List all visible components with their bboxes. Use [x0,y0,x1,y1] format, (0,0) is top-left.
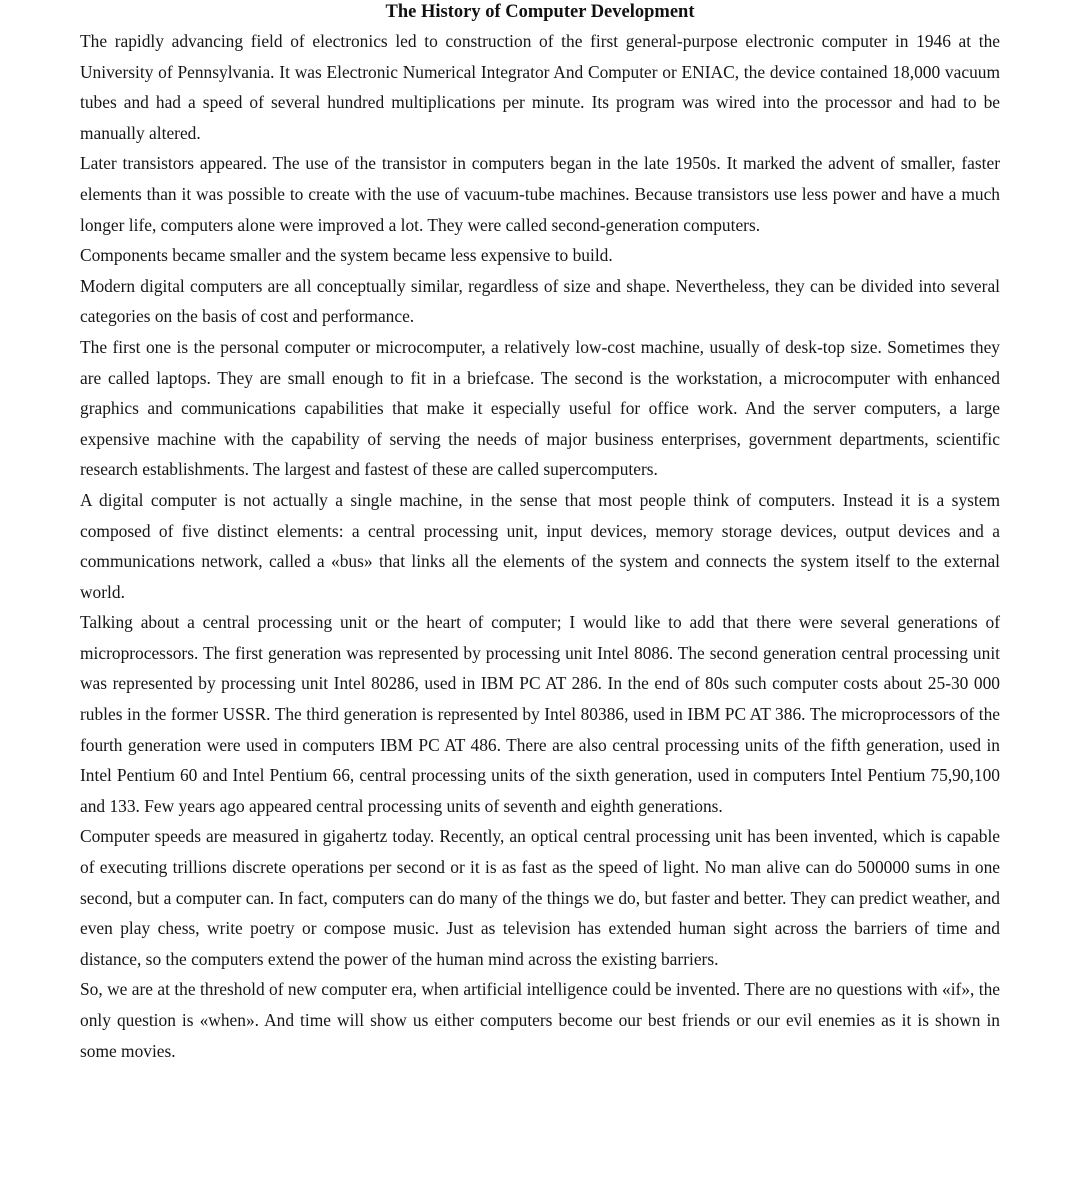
paragraph-cpu-generations: Talking about a central processing unit or the heart of computer; I would like to add that there were several generations of microprocessors. The first generation was represented by processing unit Intel 8086. The second generation central processing unit was represented by processing unit Intel 80286, used in IBM PC AT 286. In the end of 80s such computer costs about 25-30 000 rubles in the former USSR. The third generation is represented by Intel 80386, used in IBM PC AT 386. The microprocessors of the fourth generation were used in computers IBM PC AT 486. There are also central processing units of the fifth generation, used in Intel Pentium 60 and Intel Pentium 66, central processing units of the sixth generation, used in computers Intel Pentium 75,90,100 and 133. Few years ago appeared central processing units of seventh and eighth generations. [80,612,1000,816]
paragraph-new-era: So, we are at the threshold of new computer era, when artificial intelligence could be invented. There are no questions with «if», the only question is «when». And time will show us either computers become our best friends or our evil enemies as it is shown in some movies. [80,979,1000,1061]
paragraph-components: Components became smaller and the system became less expensive to build. [80,245,613,266]
document-page [80,0,1000,1066]
paragraph-modern-computers: Modern digital computers are all conceptually similar, regardless of size and shape. Nevertheless, they can be divided into several categories on the basis of cost and performance. [80,275,1000,327]
paragraph-categories: The first one is the personal computer or microcomputer, a relatively low-cost machine, usually of desk-top size. Sometimes they are called laptops. They are small enough to fit in a briefcase. The second is the workstation, a microcomputer with enhanced graphics and communications capabilities that make it especially useful for office work. And the server computers, a large expensive machine with the capability of serving the needs of major business enterprises, government departments, scientific research establishments. The largest and fastest of these are called supercomputers. [80,336,1000,480]
paragraph-transistors: Later transistors appeared. The use of the transistor in computers began in the late 1950s. It marked the advent of smaller, faster elements than it was possible to create with the use of vacuum-tube machines. Because transistors use less power and have a much longer life, computers alone were improved a lot. They were called second-generation computers. [80,153,1000,235]
paragraph-eniac: The rapidly advancing field of electronics led to construction of the first general-purpose electronic computer in 1946 at the University of Pennsylvania. It was Electronic Numerical Integrator And Computer or ENIAC, the device contained 18,000 vacuum tubes and had a speed of several hundred multiplications per minute. Its program was wired into the processor and had to be manually altered. [80,31,1000,143]
paragraph-computer-speeds: Computer speeds are measured in gigahertz today. Recently, an optical central processing unit has been invented, which is capable of executing trillions discrete operations per second or it is as fast as the speed of light. No man alive can do 500000 sums in one second, but a computer can. In fact, computers can do many of the things we do, but faster and better. They can predict weather, and even play chess, write poetry or compose music. Just as television has extended human sight across the barriers of time and distance, so the computers extend the power of the human mind across the existing barriers. [80,826,1000,969]
paragraph-digital-computer-elements: A digital computer is not actually a single machine, in the sense that most people think of computers. Instead it is a system composed of five distinct elements: a central processing unit, input devices, memory storage devices, output devices and a communications network, called a «bus» that links all the elements of the system and connects the system itself to the external world. [80,489,1000,602]
document-title: The History of Computer Development [385,2,695,22]
